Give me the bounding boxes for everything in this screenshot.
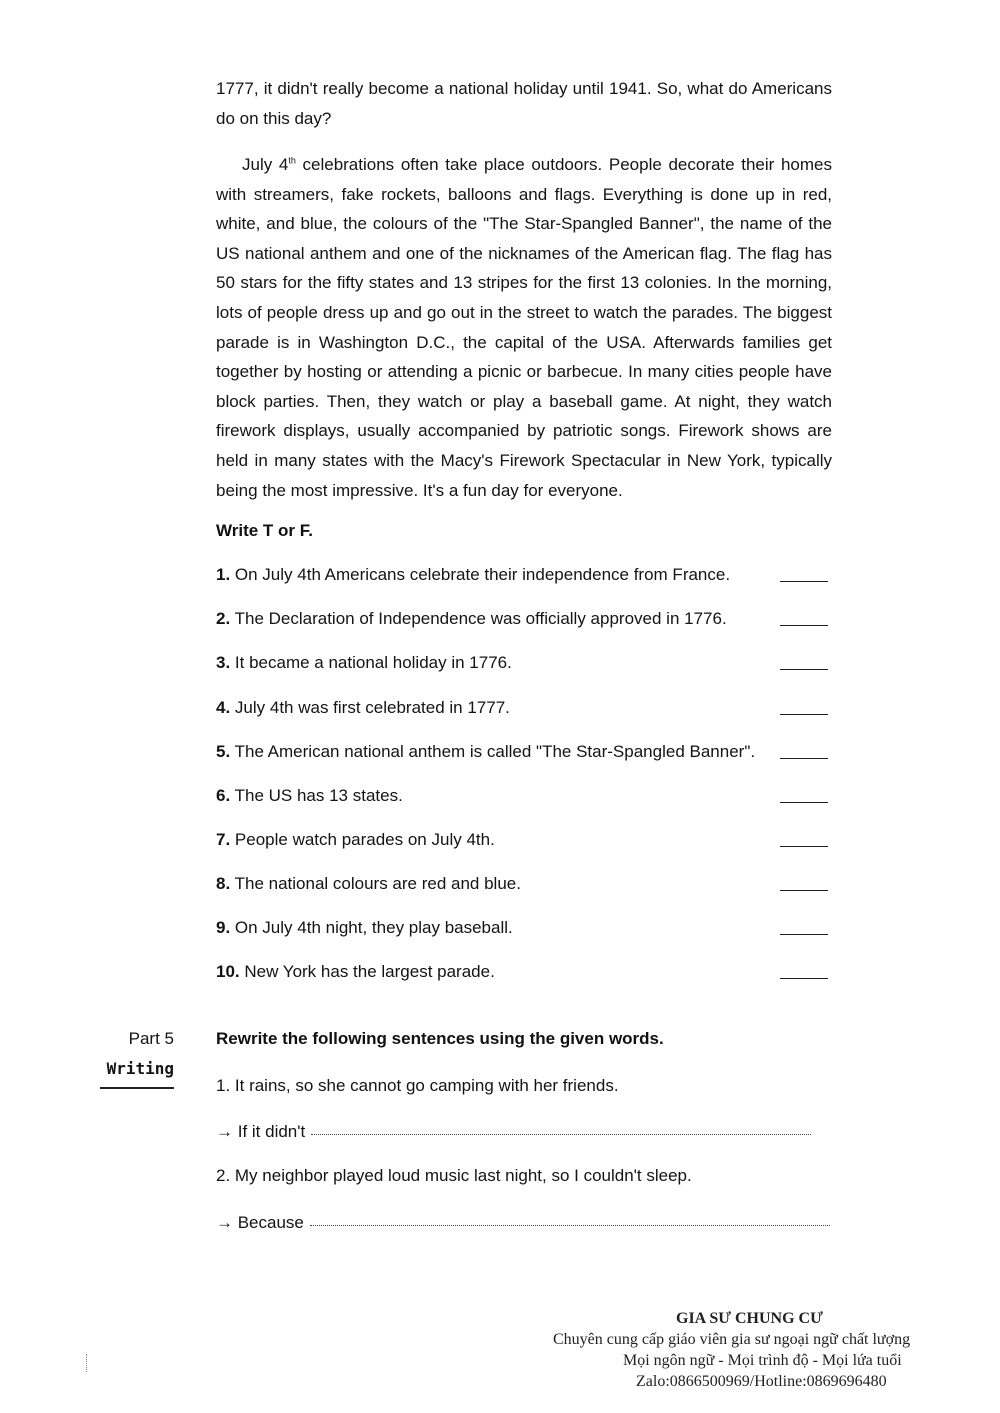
tf-answer-blank[interactable] [780,669,828,670]
tf-item-text: On July 4th night, they play baseball. [230,918,513,937]
passage-paragraph-1: 1777, it didn't really become a national holiday until 1941. So, what do Americans do on this day? [216,79,832,128]
part-name: Writing [106,1059,174,1078]
answer-1-blank[interactable] [311,1134,811,1135]
answer-2-prefix: → Because [216,1213,304,1232]
writing-question-2: 2. My neighbor played loud music last night, so I couldn't sleep. [216,1166,692,1185]
tf-item-number: 2. [216,609,231,628]
tf-item-7 [216,830,828,856]
tf-item-number: 4. [216,698,231,717]
tf-item-9 [216,918,828,944]
part-underline [100,1087,174,1089]
tf-item-3 [216,653,828,679]
tf-item-number: 3. [216,653,231,672]
tf-answer-blank[interactable] [780,846,828,847]
tf-item-10 [216,962,828,988]
tf-item-6 [216,786,828,812]
para2-superscript: th [288,155,296,166]
tf-item-text: The US has 13 states. [230,786,403,805]
tf-item-2 [216,609,828,635]
tf-item-number: 5. [216,742,231,761]
writing-answer-2 [216,1213,830,1233]
para2-rest: celebrations often take place outdoors. People decorate their homes with streamers, fake rockets, balloons and flags. Everything is done up in red, white, and blue, the colours of the "The Star-Spangled Banner", the name of the US national anthem and one of the nicknames of the American flag. The flag has 50 stars for the fifty states and 13 stripes for the first 13 colonies. In the morning, lots of people dress up and go out in the street to watch the parades. The biggest parade is in Washington D.C., the capital of the USA. Afterwards families get together by hosting or attending a picnic or barbecue. In many cities people have block parties. Then, they watch or play a baseball game. At night, they watch firework displays, usually accompanied by patriotic songs. Firework shows are held in many states with the Macy's Firework Spectacular in New York, typically being the most impressive. It's a fun day for everyone. [216,155,832,500]
footer-line-3: Zalo:0866500969/Hotline:0869696480 [636,1373,887,1390]
part-number: Part 5 [128,1029,174,1048]
tf-answer-blank[interactable] [780,802,828,803]
tf-item-number: 1. [216,565,231,584]
margin-mark [86,1354,88,1372]
passage-paragraph-2 [216,150,832,505]
writing-question-1: 1. It rains, so she cannot go camping with her friends. [216,1076,619,1095]
writing-heading: Rewrite the following sentences using the given words. [216,1029,664,1048]
tf-item-1 [216,565,828,591]
tf-item-text: The Declaration of Independence was officially approved in 1776. [230,609,727,628]
tf-item-number: 6. [216,786,231,805]
writing-answer-1 [216,1122,811,1142]
tf-item-text: July 4th was first celebrated in 1777. [230,698,510,717]
tf-item-text: People watch parades on July 4th. [230,830,495,849]
tf-answer-blank[interactable] [780,934,828,935]
tf-item-number: 9. [216,918,231,937]
tf-answer-blank[interactable] [780,714,828,715]
tf-answer-blank[interactable] [780,890,828,891]
tf-answer-blank[interactable] [780,625,828,626]
para2-start: July 4 [242,155,289,174]
tf-item-text: It became a national holiday in 1776. [230,653,512,672]
tf-item-text: The national colours are red and blue. [230,874,521,893]
tf-item-8 [216,874,828,900]
tf-item-number: 7. [216,830,231,849]
answer-2-blank[interactable] [310,1225,830,1226]
answer-1-prefix: → If it didn't [216,1122,306,1141]
tf-item-text: On July 4th Americans celebrate their independence from France. [230,565,731,584]
tf-item-5 [216,742,828,768]
tf-item-4 [216,698,828,724]
tf-item-number: 10. [216,962,240,981]
tf-item-text: New York has the largest parade. [239,962,495,981]
tf-item-text: The American national anthem is called "The Star-Spangled Banner". [230,742,756,761]
tf-item-number: 8. [216,874,231,893]
footer-line-2: Mọi ngôn ngữ - Mọi trình độ - Mọi lứa tuổi [623,1352,902,1369]
footer-title: GIA SƯ CHUNG CƯ [676,1310,823,1327]
tf-answer-blank[interactable] [780,758,828,759]
tf-answer-blank[interactable] [780,581,828,582]
tf-answer-blank[interactable] [780,978,828,979]
footer-line-1: Chuyên cung cấp giáo viên gia sư ngoại ngữ chất lượng [553,1331,911,1348]
true-false-heading: Write T or F. [216,521,313,540]
